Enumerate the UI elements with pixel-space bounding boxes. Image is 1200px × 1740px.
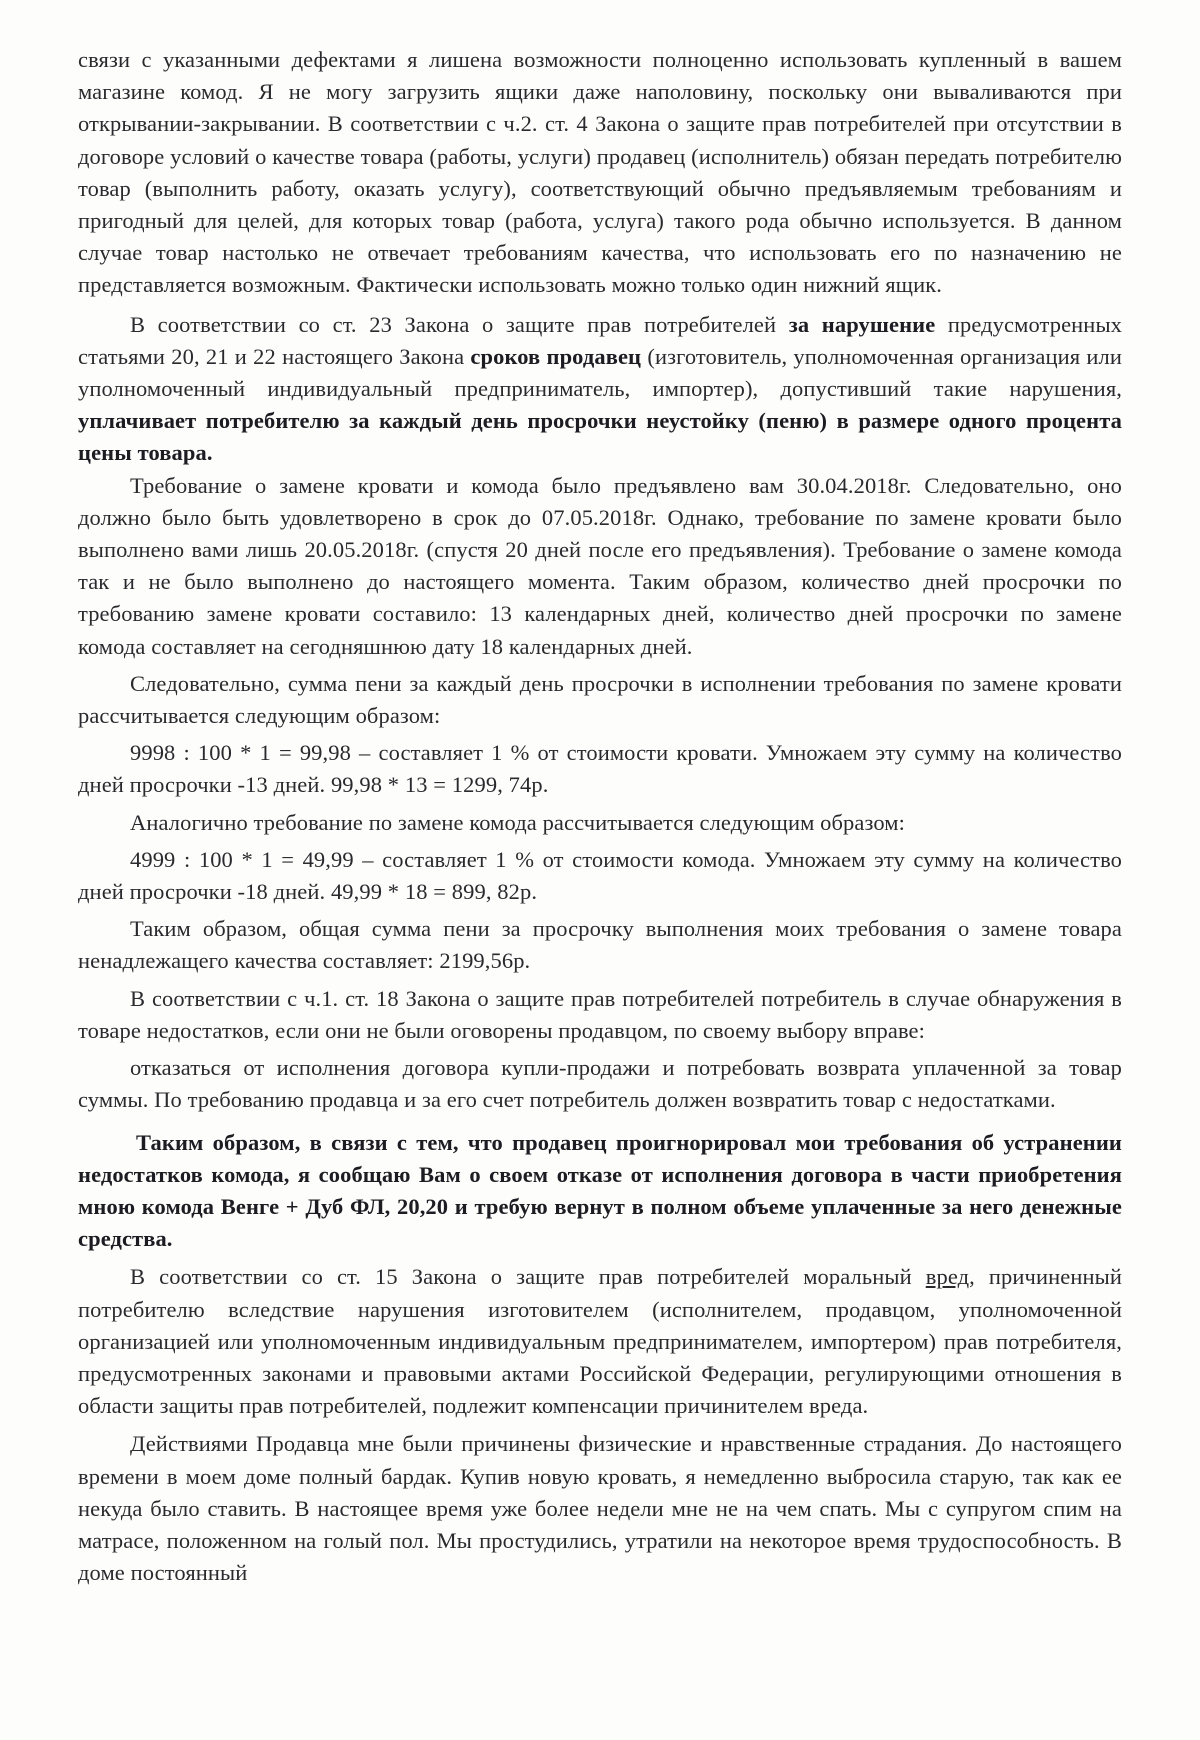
text-run: (изготовитель, уполномоченная организация или уполномоченный индивидуальный предприниматель, импортер), допустивший такие нарушения, <box>78 343 1123 402</box>
bold-text-run: уплачивает потребителю за каждый день просрочки неустойку (пеню) в размере одного процента цены товара. <box>78 408 1122 466</box>
paragraph-article-15 <box>78 1261 1122 1422</box>
bold-text-run: сроков продавец <box>470 343 642 369</box>
bold-text-run: за нарушение <box>788 311 936 337</box>
paragraph-bed-penalty-calc: 9998 : 100 * 1 = 99,98 – составляет 1 % от стоимости кровати. Умножаем эту сумму на количество дней просрочки -13 дней. 99,98 * 13 = 1299, 74р. <box>78 740 1122 798</box>
text-run: В соответствии со ст. 15 Закона о защите прав потребителей моральный <box>130 1264 926 1290</box>
paragraph-total-penalty: Таким образом, общая сумма пени за просрочку выполнения моих требования о замене товара ненадлежащего качества составляет: 2199,56р. <box>78 916 1122 974</box>
paragraph-dresser-penalty-intro: Аналогично требование по замене комода рассчитывается следующим образом: <box>130 809 905 835</box>
paragraph-dresser-penalty-calc: 4999 : 100 * 1 = 49,99 – составляет 1 % от стоимости комода. Умножаем эту сумму на количество дней просрочки -18 дней. 49,99 * 18 = 899, 82р. <box>78 846 1122 905</box>
paragraph-refund-demand: Таким образом, в связи с тем, что продавец проигнорировал мои требования об устранении недостатков комода, я сообщаю Вам о своем отказе от исполнения договора в части приобретения мною комода Венге + Дуб ФЛ, 20,20 и требую вернут в полном объеме уплаченные за него денежные средства. <box>78 1129 1122 1252</box>
paragraph-defects: связи с указанными дефектами я лишена возможности полноценно использовать купленный в вашем магазине комод. Я не могу загрузить ящики даже наполовину, поскольку они вываливаются при открывании-закрывании. В соответствии с ч.2. ст. 4 Закона о защите прав потребителей при отсутствии в договоре условий о качестве товара (работы, услуги) продавец (исполнитель) обязан передать потребителю товар (выполнить работу, оказать услугу), соответствующий обычно предъявляемым требованиям и пригодный для целей, для которых товар (работа, услуга) такого рода обычно используется. В данном случае товар настолько не отвечает требованиям качества, что использовать его по назначению не представляется возможным. Фактически использовать можно только один нижний ящик. <box>78 47 1122 298</box>
text-run: В соответствии со ст. 23 Закона о защите прав потребителей <box>130 311 789 337</box>
underlined-text-run: вред <box>925 1264 970 1290</box>
paragraph-bed-penalty-intro: Следовательно, сумма пени за каждый день просрочки в исполнении требования по замене кровати рассчитывается следующим образом: <box>78 670 1122 729</box>
paragraph-moral-damage: Действиями Продавца мне были причинены физические и нравственные страдания. До настоящего времени в моем доме полный бардак. Купив новую кровать, я немедленно выбросила старую, так как ее некуда было ставить. В настоящее время уже более недели мне не на чем спать. Мы с супругом спим на матрасе, положенном на голый пол. Мы простудились, утратили на некоторое время трудоспособность. В доме постоянный <box>78 1431 1122 1586</box>
text-run: предусмотренных статьями 20, 21 и 22 настоящего Закона <box>78 311 1123 369</box>
text-run: , причиненный потребителю вследствие нарушения изготовителем (исполнителем, продавцом, уполномоченной организацией или уполномоченным индивидуальным предпринимателем, импортером) прав потребителя, предусмотренных законами и правовыми актами Российской Федерации, регулирующими отношения в области защиты прав потребителей, подлежит компенсации причинителем вреда. <box>78 1264 1122 1419</box>
paragraph-delay-dates: Требование о замене кровати и комода было предъявлено вам 30.04.2018г. Следовательно, оно должно было быть удовлетворено в срок до 07.05.2018г. Однако, требование по замене кровати было выполнено вами лишь 20.05.2018г. (спустя 20 дней после его предъявления). Требование о замене комода так и не было выполнено до настоящего момента. Таким образом, количество дней просрочки по требованию замене кровати составило: 13 календарных дней, количество дней просрочки по замене комода составляет на сегодняшнюю дату 18 календарных дней. <box>78 472 1122 659</box>
paragraph-article-23 <box>78 309 1122 470</box>
paragraph-article-18: В соответствии с ч.1. ст. 18 Закона о защите прав потребителей потребитель в случае обнаружения в товаре недостатков, если они не были оговорены продавцом, по своему выбору вправе: <box>78 985 1122 1043</box>
paragraph-refuse-contract: отказаться от исполнения договора купли-продажи и потребовать возврата уплаченной за товар суммы. По требованию продавца и за его счет потребитель должен возвратить товар с недостатками. <box>78 1055 1122 1113</box>
